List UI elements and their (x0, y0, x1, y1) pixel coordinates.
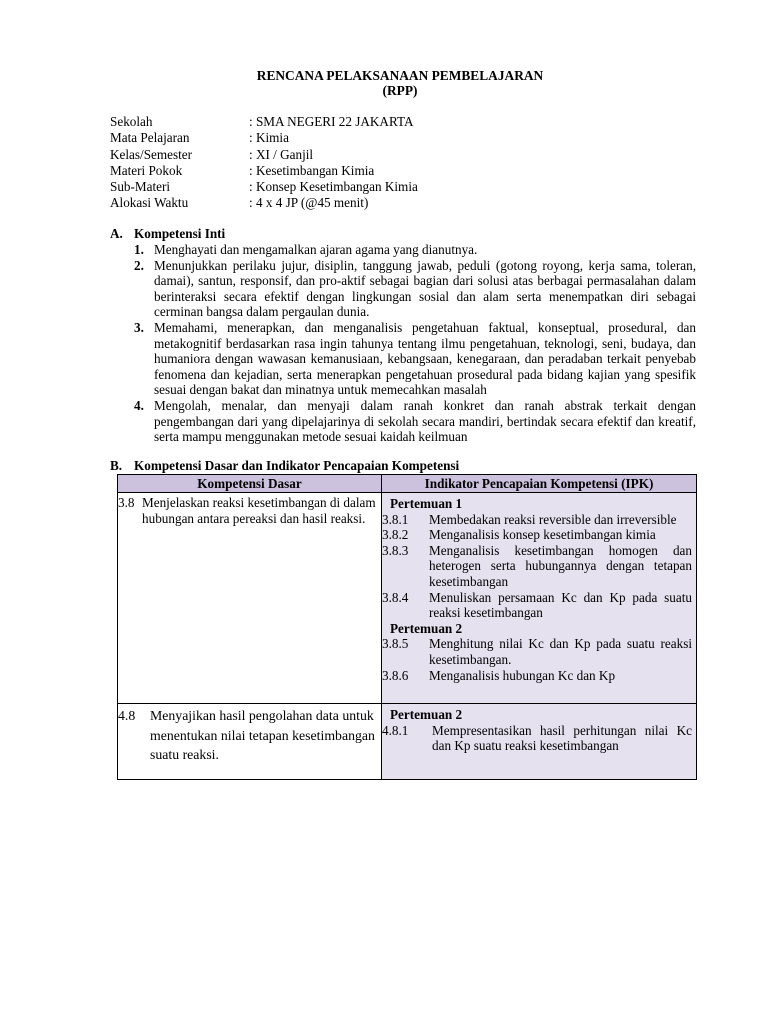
ipk-code: 3.8.4 (382, 589, 409, 605)
info-label: Materi Pokok (110, 162, 183, 178)
info-row-subtopic (110, 179, 418, 195)
table-header-row (118, 475, 697, 493)
kd-entry (118, 493, 381, 526)
kd-cell (118, 493, 382, 704)
ipk-code: 3.8.2 (382, 527, 409, 543)
item-number: 1. (134, 242, 144, 257)
section-a-heading (110, 226, 225, 242)
table-row (118, 493, 697, 704)
list-item (134, 398, 696, 445)
ipk-item (382, 543, 696, 590)
ipk-item (382, 527, 696, 543)
ipk-item (382, 636, 696, 667)
info-row-class (110, 147, 418, 163)
ipk-cell (382, 493, 697, 704)
ipk-cell (382, 704, 697, 780)
ipk-code: 3.8.6 (382, 667, 409, 683)
info-label: Sekolah (110, 114, 153, 129)
core-competency-list (134, 242, 696, 445)
column-header-kd: Kompetensi Dasar (118, 475, 382, 493)
meeting-label: Pertemuan 2 (390, 707, 463, 722)
item-number: 3. (134, 319, 144, 335)
item-number: 2. (134, 257, 144, 273)
info-label: Sub-Materi (110, 179, 171, 195)
info-row-subject (110, 130, 418, 146)
ipk-item (382, 723, 696, 754)
meeting-label: Pertemuan 1 (390, 496, 463, 511)
identity-block (110, 114, 418, 212)
kd-entry (118, 704, 381, 765)
ipk-code: 3.8.3 (382, 542, 409, 558)
ipk-text: Menuliskan persamaan Kc dan Kp pada suatu reaksi kesetimbangan (429, 589, 692, 621)
info-row-time (110, 195, 418, 211)
info-value: : Konsep Kesetimbangan Kimia (249, 179, 418, 195)
info-value: : SMA NEGERI 22 JAKARTA (249, 114, 414, 129)
kd-text: Menjelaskan reaksi kesetimbangan di dalam hubungan antara pereaksi dan hasil reaksi. (142, 495, 376, 526)
info-label: Alokasi Waktu (110, 195, 189, 211)
column-header-ipk: Indikator Pencapaian Kompetensi (IPK) (382, 475, 697, 493)
kd-code: 4.8 (118, 708, 136, 723)
info-row-topic (110, 163, 418, 179)
ipk-item (382, 590, 696, 621)
info-value: : 4 x 4 JP (@45 menit) (249, 195, 369, 211)
ipk-code: 3.8.1 (382, 511, 409, 527)
document-title: RENCANA PELAKSANAAN PEMBELAJARAN (256, 68, 544, 83)
item-text: Mengolah, menalar, dan menyaji dalam ranah konkret dan ranah abstrak terkait dengan pengembangan dari yang dipelajarinya di sekolah secara mandiri, bertindak secara efektif dan kreatif, serta mampu menggunakan metode sesuai kaidah keilmuan (154, 397, 696, 445)
ipk-text: Menganalisis hubungan Kc dan Kp (429, 667, 616, 683)
ipk-item (382, 512, 696, 528)
ipk-text: Mempresentasikan hasil perhitungan nilai Kc dan Kp suatu reaksi kesetimbangan (432, 722, 692, 754)
kd-text: Menyajikan hasil pengolahan data untuk menentukan nilai tetapan kesetimbangan suatu reaksi. (150, 708, 375, 762)
table-row (118, 704, 697, 780)
ipk-text: Menganalisis konsep kesetimbangan kimia (429, 527, 656, 543)
item-number: 4. (134, 397, 144, 413)
kd-code: 3.8 (118, 495, 135, 510)
info-label: Mata Pelajaran (110, 130, 190, 146)
ipk-code: 4.8.1 (382, 722, 409, 738)
ipk-item (382, 668, 696, 684)
list-item (134, 242, 696, 258)
kd-cell (118, 704, 382, 780)
section-letter: B. (110, 458, 123, 473)
item-text: Menunjukkan perilaku jujur, disiplin, tanggung jawab, peduli (gotong royong, kerja sama, toleran, damai), santun, responsif, dan pro-aktif sebagai bagian dari solusi atas berbagai permasalahan dalam berinteraksi secara efektif dengan lingkungan sosial dan alam serta menempatkan diri sebagai cerminan bangsa dalam pergaulan dunia. (154, 257, 696, 320)
ipk-text: Menghitung nilai Kc dan Kp pada suatu reaksi kesetimbangan. (429, 636, 692, 667)
list-item (134, 258, 696, 320)
section-title: Kompetensi Inti (134, 226, 226, 241)
ipk-code: 3.8.5 (382, 636, 409, 652)
info-value: : Kimia (249, 130, 289, 146)
section-letter: A. (110, 226, 123, 241)
info-value: : XI / Ganjil (249, 146, 314, 162)
ipk-text: Membedakan reaksi reversible dan irreversible (429, 511, 677, 527)
document-subtitle: (RPP) (382, 83, 418, 98)
section-b-heading (110, 458, 459, 474)
item-text: Menghayati dan mengamalkan ajaran agama yang dianutnya. (154, 242, 478, 257)
info-row-school (110, 114, 418, 130)
list-item (134, 320, 696, 398)
meeting-label: Pertemuan 2 (390, 620, 463, 636)
ipk-text: Menganalisis kesetimbangan homogen dan heterogen serta hubungannya dengan tetapan kesetimbangan (429, 542, 692, 589)
info-value: : Kesetimbangan Kimia (249, 162, 375, 178)
section-title: Kompetensi Dasar dan Indikator Pencapaian Kompetensi (134, 458, 460, 473)
item-text: Memahami, menerapkan, dan menganalisis pengetahuan faktual, konseptual, prosedural, dan metakognitif berdasarkan rasa ingin tahunya tentang ilmu pengetahuan, teknologi, seni, budaya, dan humaniora dengan wawasan kemanusiaan, kebangsaan, kenegaraan, dan peradaban terkait penyebab fenomena dan kejadian, serta menerapkan pengetahuan prosedural pada bidang kajian yang spesifik sesuai dengan bakat dan minatnya untuk memecahkan masalah (154, 319, 696, 398)
competency-table (117, 474, 697, 780)
info-label: Kelas/Semester (110, 146, 193, 162)
